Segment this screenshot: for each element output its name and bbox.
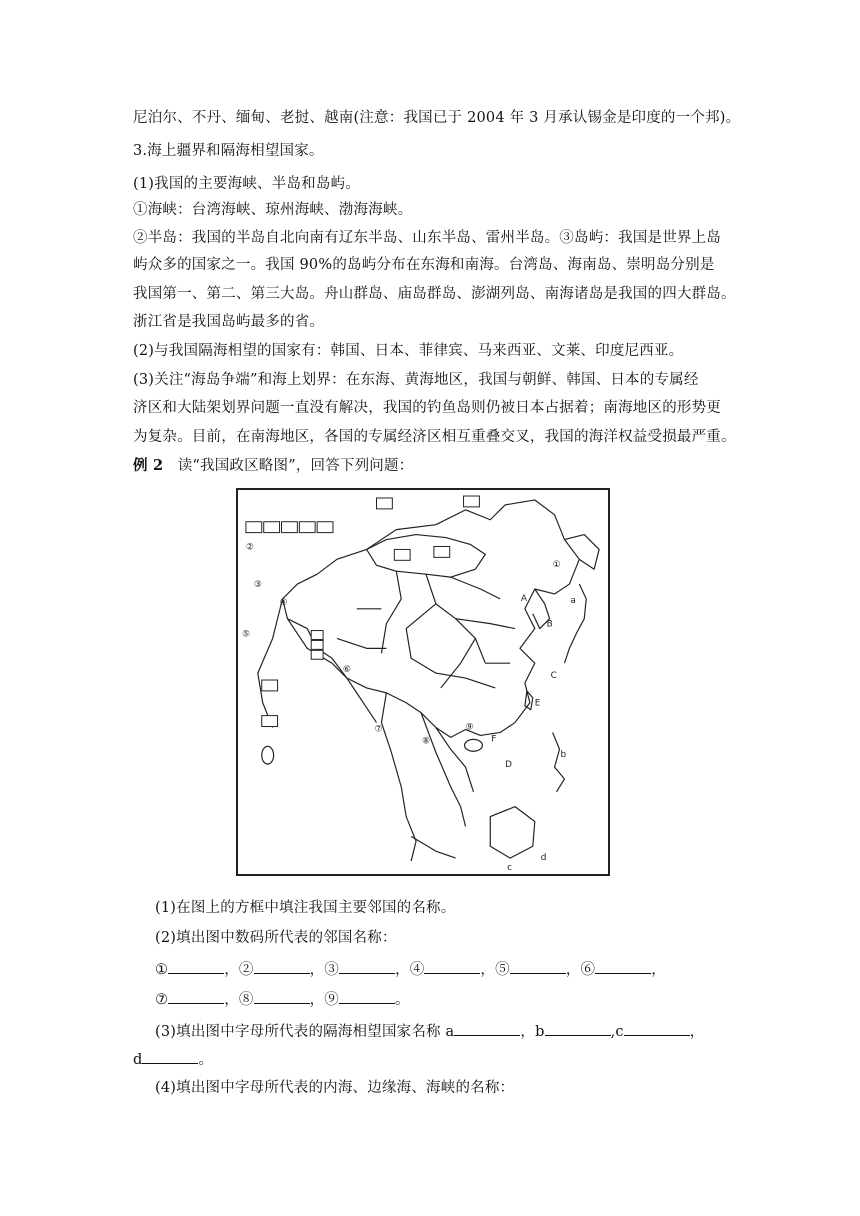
paragraph-line: 尼泊尔、不丹、缅甸、老挝、越南(注意：我国已于 2004 年 3 月承认锡金是印度的一个邦)。	[133, 110, 741, 126]
answer-blank[interactable]	[424, 959, 480, 974]
map-number-7: ⑦	[374, 724, 383, 735]
map-number-3: ③	[253, 580, 262, 591]
map-number-8: ⑧	[422, 736, 430, 747]
map-number-1: ①	[552, 560, 561, 571]
map-letter-a: a	[570, 595, 576, 606]
question-2: (2)填出图中数码所代表的邻国名称：	[155, 930, 397, 946]
example-label: 例 2	[133, 457, 164, 474]
answer-blank[interactable]	[510, 959, 566, 974]
map-letter-d: d	[540, 853, 547, 864]
answer-blank[interactable]	[545, 1021, 611, 1036]
paragraph-line: (3)关注“海岛争端”和海上划界：在东海、黄海地区，我国与朝鲜、韩国、日本的专属经	[133, 372, 699, 388]
paragraph-line: 浙江省是我国岛屿最多的省。	[133, 314, 325, 330]
question-2-row-2: ⑦ ，⑧ ，⑨ 。	[155, 989, 410, 1010]
paragraph-line: 屿众多的国家之一。我国 90%的岛屿分布在东海和南海。台湾岛、海南岛、崇明岛分别是	[133, 257, 715, 273]
map-letter-C: C	[550, 671, 557, 682]
answer-blank[interactable]	[168, 959, 224, 974]
map-drawing	[238, 490, 608, 874]
china-political-map	[236, 488, 610, 876]
paragraph-line: ②半岛：我国的半岛自北向南有辽东半岛、山东半岛、雷州半岛。③岛屿：我国是世界上岛	[133, 230, 721, 246]
question-3-cont: d 。	[133, 1049, 213, 1070]
example-text: 读“我国政区略图”，回答下列问题：	[177, 458, 414, 474]
map-letter-D: D	[505, 760, 512, 771]
paragraph-line: 为复杂。目前，在南海地区，各国的专属经济区相互重叠交叉，我国的海洋权益受损最严重。	[133, 429, 736, 445]
answer-blank[interactable]	[595, 959, 651, 974]
paragraph-line: ①海峡：台湾海峡、琼州海峡、渤海海峡。	[133, 202, 413, 218]
map-letter-A: A	[520, 593, 528, 604]
question-2-row-1: ① ，② ，③ ，④ ，⑤ ，⑥ ，	[155, 959, 666, 980]
map-number-5: ⑤	[241, 629, 250, 640]
map-number-6: ⑥	[342, 665, 351, 676]
question-1: (1)在图上的方框中填注我国主要邻国的名称。	[155, 900, 456, 916]
question-3: (3)填出图中字母所代表的隔海相望国家名称 a ，b ,c ，	[155, 1021, 704, 1042]
answer-blank[interactable]	[624, 1021, 690, 1036]
paragraph-line: (1)我国的主要海峡、半岛和岛屿。	[133, 176, 360, 192]
map-letter-b: b	[560, 750, 567, 761]
map-number-9: ⑨	[465, 722, 474, 733]
paragraph-line: 济区和大陆架划界问题一直没有解决，我国的钓鱼岛则仍被日本占据着；南海地区的形势更	[133, 400, 721, 416]
question-4: (4)填出图中字母所代表的内海、边缘海、海峡的名称：	[155, 1080, 515, 1096]
example-heading	[133, 456, 413, 476]
map-number-4: ④	[279, 597, 288, 608]
answer-blank[interactable]	[339, 989, 395, 1004]
answer-blank[interactable]	[454, 1021, 520, 1036]
map-letter-B: B	[546, 619, 553, 630]
answer-blank[interactable]	[254, 959, 310, 974]
answer-blank[interactable]	[339, 959, 395, 974]
section-heading: 3.海上疆界和隔海相望国家。	[133, 143, 324, 159]
map-number-2: ②	[245, 542, 254, 553]
answer-blank[interactable]	[254, 989, 310, 1004]
map-letter-c: c	[507, 862, 512, 873]
answer-blank[interactable]	[168, 989, 224, 1004]
answer-blank[interactable]	[142, 1049, 198, 1064]
paragraph-line: 我国第一、第二、第三大岛。舟山群岛、庙岛群岛、澎湖列岛、南海诸岛是我国的四大群岛。	[133, 286, 736, 302]
map-letter-F: F	[491, 734, 497, 745]
map-letter-E: E	[534, 698, 541, 709]
paragraph-line: (2)与我国隔海相望的国家有：韩国、日本、菲律宾、马来西亚、文莱、印度尼西亚。	[133, 343, 684, 359]
